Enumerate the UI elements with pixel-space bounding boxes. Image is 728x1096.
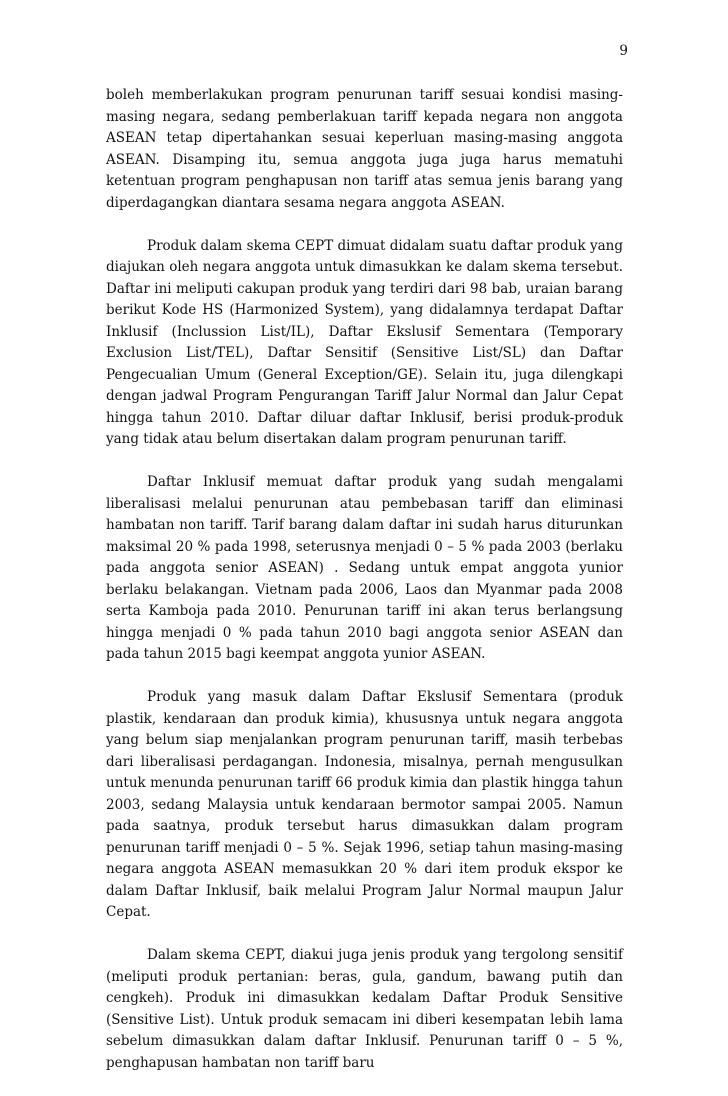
paragraph-sensitive-list: Dalam skema CEPT, diakui juga jenis produk yang tergolong sensitif (meliputi produk pertanian: beras, gula, gandum, bawang putih dan cengkeh). Produk ini dimasukkan kedalam Daftar Produk Sensitive (Sensitive List). Untuk produk semacam ini diberi kesempatan lebih lama sebelum dimasukkan dalam daftar Inklusif. Penurunan tariff 0 – 5 %, penghapusan hambatan non tariff baru bbox=[106, 947, 623, 1071]
page-number: 9 bbox=[619, 43, 628, 59]
paragraph-continuation: boleh memberlakukan program penurunan tariff sesuai kondisi masing-masing negara, sedang pemberlakuan tariff kepada negara non anggota ASEAN tetap dipertahankan sesuai keperluan masing-masing anggota ASEAN. Disamping itu, semua anggota juga juga harus mematuhi ketentuan program penghapusan non tariff atas semua jenis barang yang diperdagangkan diantara sesama negara anggota ASEAN. bbox=[106, 87, 623, 211]
paragraph-inclusion-list: Daftar Inklusif memuat daftar produk yang sudah mengalami liberalisasi melalui penurunan atau pembebasan tariff dan eliminasi hambatan non tariff. Tarif barang dalam daftar ini sudah harus diturunkan maksimal 20 % pada 1998, seterusnya menjadi 0 – 5 % pada 2003 (berlaku pada anggota senior ASEAN) . Sedang untuk empat anggota yunior berlaku belakangan. Vietnam pada 2006, Laos dan Myanmar pada 2008 serta Kamboja pada 2010. Penurunan tariff ini akan terus berlangsung hingga menjadi 0 % pada tahun 2010 bagi anggota senior ASEAN dan pada tahun 2015 bagi keempat anggota yunior ASEAN. bbox=[106, 474, 623, 662]
paragraph-cept-product-lists: Produk dalam skema CEPT dimuat didalam suatu daftar produk yang diajukan oleh negara anggota untuk dimasukkan ke dalam skema tersebut. Daftar ini meliputi cakupan produk yang terdiri dari 98 bab, uraian barang berikut Kode HS (Harmonized System), yang didalamnya terdapat Daftar Inklusif (Inclussion List/IL), Daftar Ekslusif Sementara (Temporary Exclusion List/TEL), Daftar Sensitif (Sensitive List/SL) dan Daftar Pengecualian Umum (General Exception/GE). Selain itu, juga dilengkapi dengan jadwal Program Pengurangan Tariff Jalur Normal dan Jalur Cepat hingga tahun 2010. Daftar diluar daftar Inklusif, berisi produk-produk yang tidak atau belum disertakan dalam program penurunan tariff. bbox=[106, 237, 623, 447]
paragraph-temporary-exclusion-list: Produk yang masuk dalam Daftar Ekslusif Sementara (produk plastik, kendaraan dan produk kimia), khususnya untuk negara anggota yang belum siap menjalankan program penurunan tariff, masih terbebas dari liberalisasi perdagangan. Indonesia, misalnya, pernah mengusulkan untuk menunda penurunan tariff 66 produk kimia dan plastik hingga tahun 2003, sedang Malaysia untuk kendaraan bermotor sampai 2005. Namun pada saatnya, produk tersebut harus dimasukkan dalam program penurunan tariff menjadi 0 – 5 %. Sejak 1996, setiap tahun masing-masing negara anggota ASEAN memasukkan 20 % dari item produk ekspor ke dalam Daftar Inklusif, baik melalui Program Jalur Normal maupun Jalur Cepat. bbox=[106, 689, 623, 920]
body-text bbox=[106, 85, 623, 1096]
